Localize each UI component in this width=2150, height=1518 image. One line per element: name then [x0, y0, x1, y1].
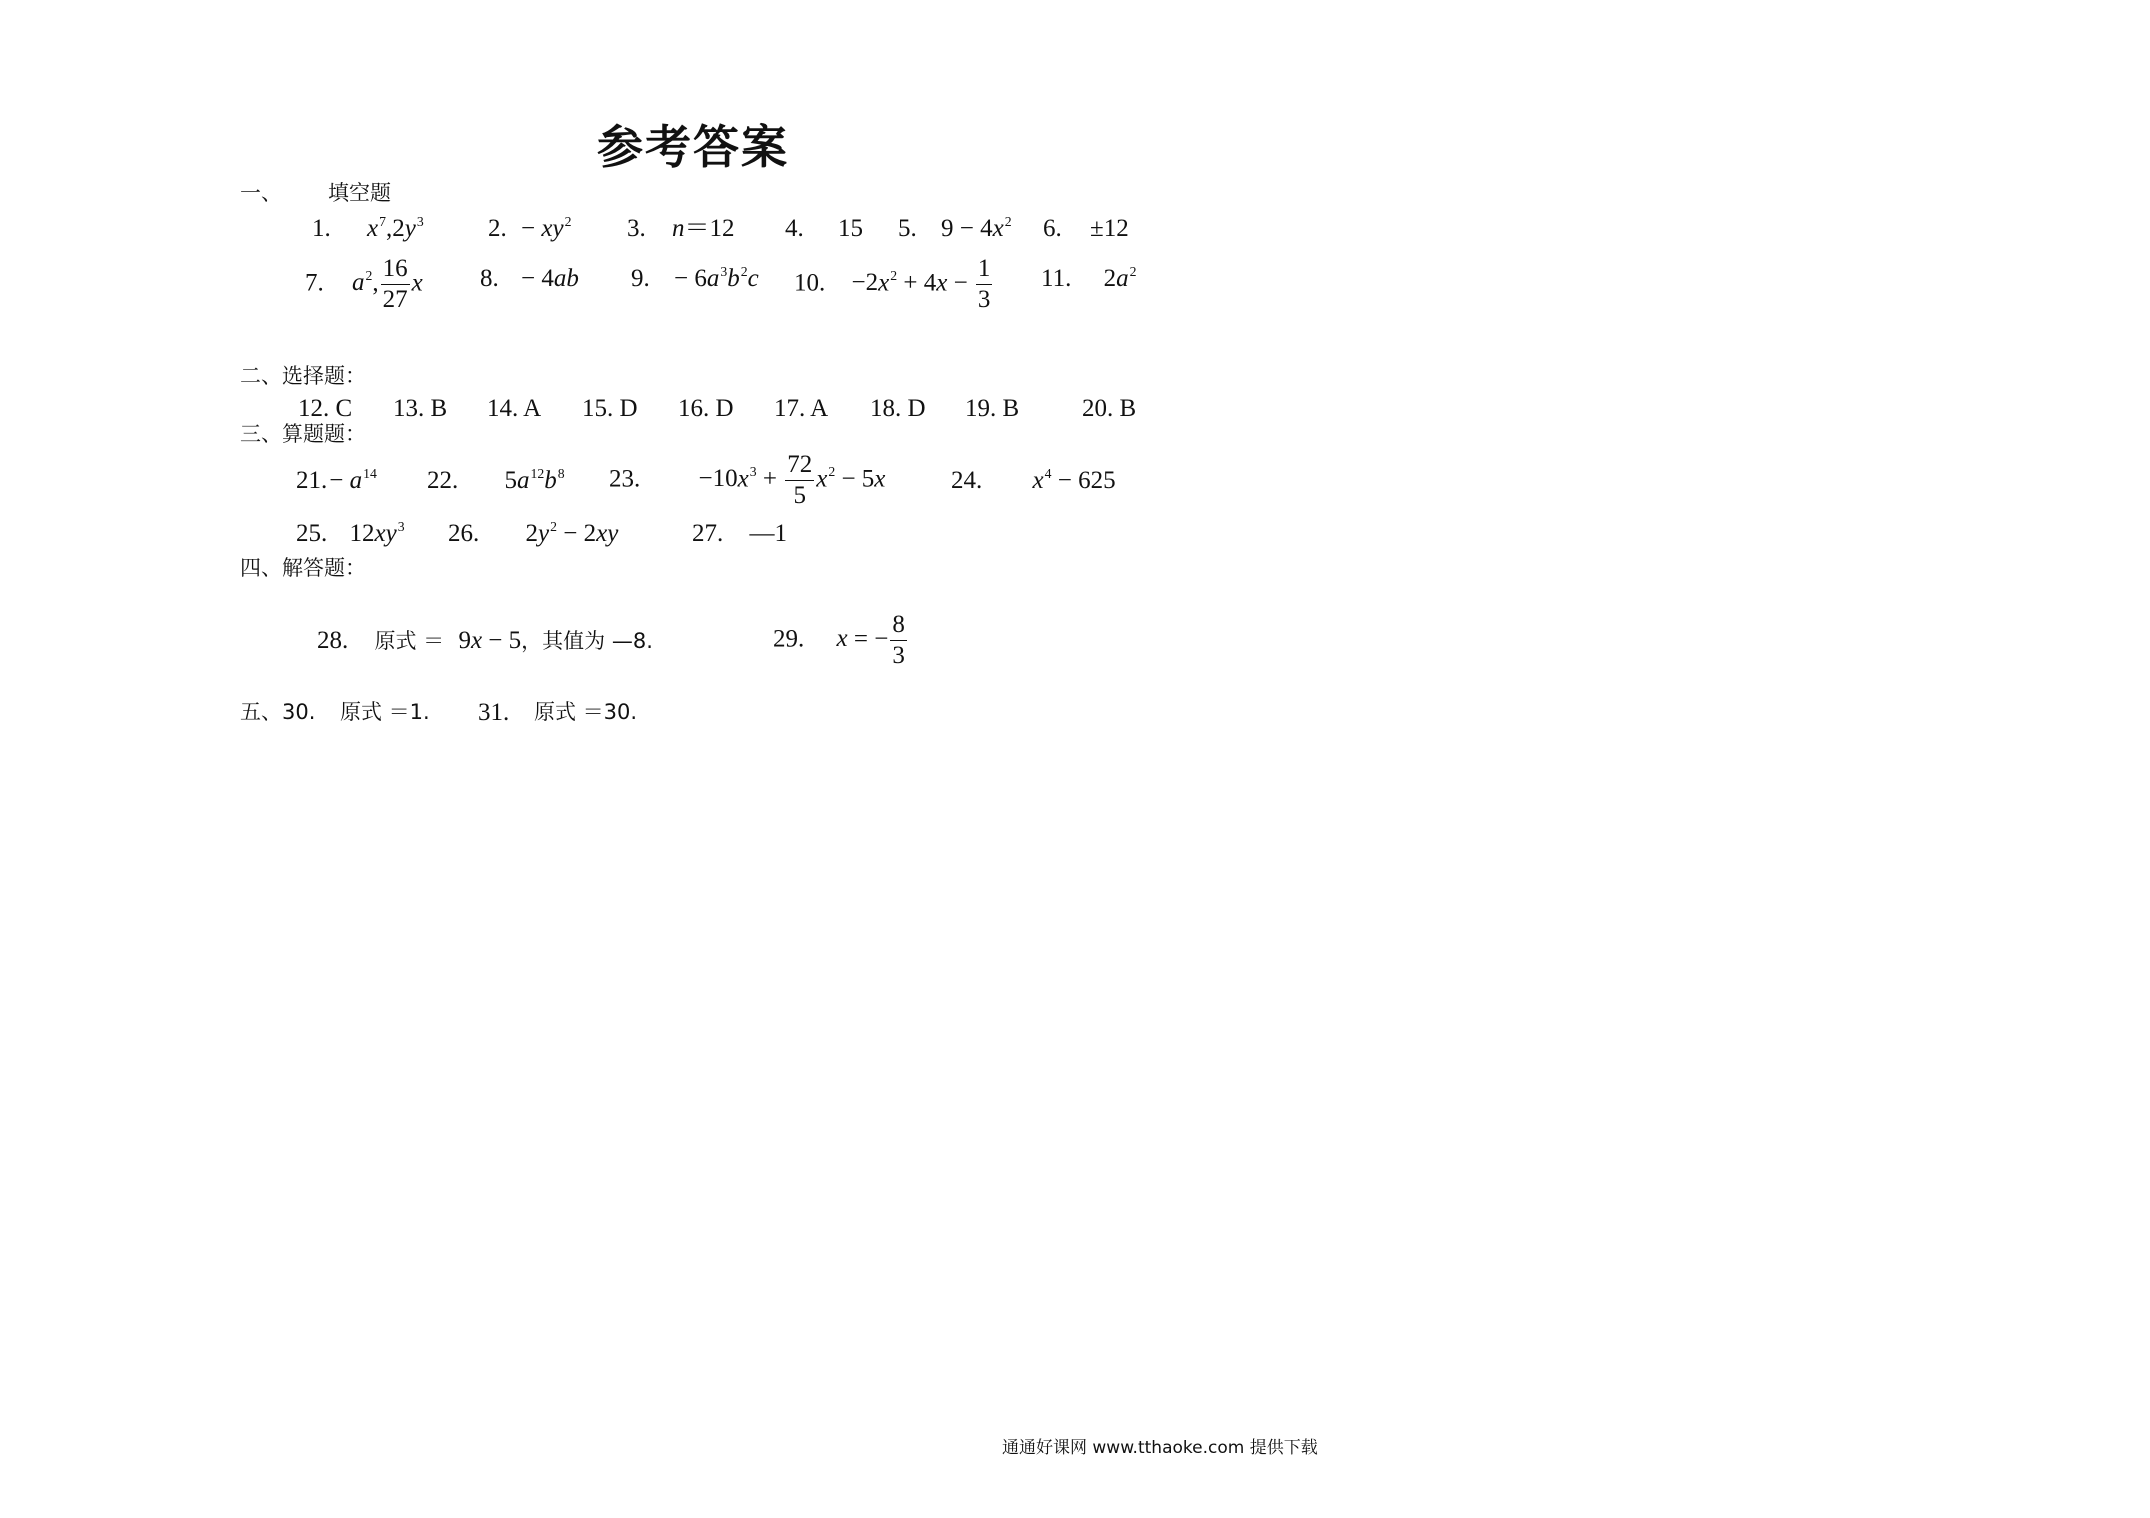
- answer-13: 13. B: [393, 395, 448, 422]
- answer-20: 20. B: [1082, 395, 1137, 422]
- answer-10: 10. $-2x^2 + 4x$ − $\frac{1}{3}$: [794, 255, 991, 314]
- fraction: $\frac{16}{27}$: [382, 255, 408, 314]
- fraction: $\frac{1}{3}$: [977, 255, 991, 314]
- answer-8: 8. − 4ab: [480, 265, 579, 292]
- answer-28: 28. 原式 ＝ 9x − 5，其值为 —8.: [317, 627, 653, 654]
- fraction: $\frac{72}{5}$: [787, 451, 813, 510]
- footer-source: 通通好课网 www.tthaoke.com 提供下载: [1002, 1438, 1318, 1458]
- section-4-heading: 四、解答题：: [240, 556, 366, 580]
- answer-5: 5. $9 - 4x^2$: [898, 213, 1012, 242]
- answer-29: 29. x = − $\frac{8}{3}$: [773, 611, 905, 670]
- section-1-heading: 填空题: [328, 181, 391, 205]
- answer-30: 原式 ＝1.: [340, 700, 430, 724]
- answer-23: 23. $-10x^3$ + $\frac{72}{5}$ $x^2 - 5x$: [609, 451, 886, 510]
- page-title: 参考答案: [597, 120, 789, 174]
- answer-17: 17. A: [774, 395, 829, 422]
- answer-7: 7. $a^2$, $\frac{16}{27}$ x: [305, 255, 423, 314]
- section-5-heading: 五、30.: [240, 700, 316, 724]
- answer-2: 2. − $xy^2$: [488, 213, 572, 242]
- answer-4: 4. 15: [785, 215, 863, 242]
- answer-26: 26. $2y^2 - 2xy$: [448, 518, 619, 547]
- answer-19: 19. B: [965, 395, 1020, 422]
- section-3-heading: 三、算题题：: [240, 422, 366, 446]
- answer-3: 3. n＝12: [627, 215, 735, 242]
- answer-18: 18. D: [870, 395, 926, 422]
- answer-24: 24. $x^4 - 625$: [951, 465, 1116, 494]
- answer-11: 11. $2a^2$: [1041, 263, 1137, 292]
- answer-6: 6. ±12: [1043, 215, 1129, 242]
- answer-12: 12. C: [298, 395, 353, 422]
- section-1-number: 一、: [240, 181, 282, 205]
- answer-22: 22. $5a^{12}b^8$: [427, 465, 565, 494]
- answer-1: 1. $x^7,2y^3$: [312, 213, 424, 242]
- answer-15: 15. D: [582, 395, 638, 422]
- fraction: $\frac{8}{3}$: [892, 611, 905, 670]
- section-2-heading: 二、选择题：: [240, 364, 366, 388]
- answer-25: 25. $12xy^3$: [296, 518, 405, 547]
- answer-31-number: 31.: [478, 699, 510, 726]
- answer-16: 16. D: [678, 395, 734, 422]
- answer-31: 原式 ＝30.: [534, 700, 638, 724]
- answer-27: 27. —1: [692, 520, 787, 547]
- answer-14: 14. A: [487, 395, 542, 422]
- answer-21: $21.- a^{14}$: [296, 465, 377, 494]
- answer-9: 9. − $6a^3b^2c$: [631, 263, 759, 292]
